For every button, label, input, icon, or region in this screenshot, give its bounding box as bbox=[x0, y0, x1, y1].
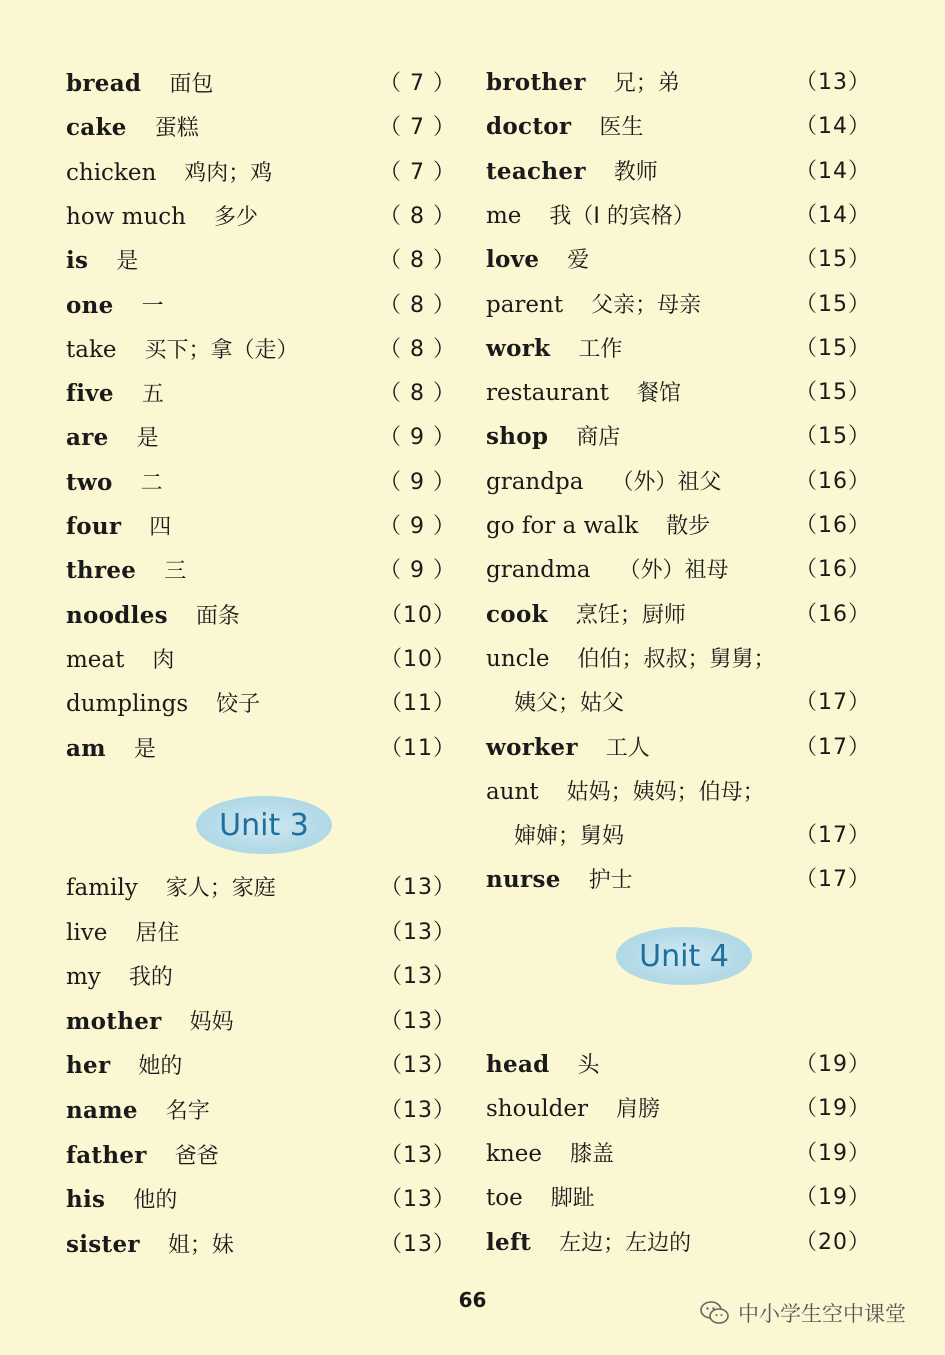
vocab-page-ref: （13） bbox=[380, 875, 456, 900]
vocab-meaning: 一 bbox=[141, 294, 164, 319]
vocab-entry bbox=[486, 772, 871, 812]
vocab-page-ref: （ 9 ） bbox=[379, 514, 456, 539]
vocab-page-ref: （ 9 ） bbox=[379, 470, 456, 495]
vocab-meaning: 工作 bbox=[578, 337, 623, 362]
vocab-page-ref: （17） bbox=[795, 735, 871, 760]
vocab-word: her bbox=[66, 1052, 111, 1079]
vocab-word: noodles bbox=[66, 602, 168, 629]
vocab-entry bbox=[486, 1045, 871, 1085]
vocab-word: toe bbox=[486, 1185, 523, 1211]
vocab-meaning: 姐；妹 bbox=[167, 1233, 234, 1258]
vocab-meaning: 姑妈；姨妈；伯母； bbox=[566, 780, 765, 805]
vocab-page-ref: （20） bbox=[795, 1230, 871, 1255]
vocab-page-ref: （15） bbox=[795, 380, 871, 405]
vocab-entry bbox=[486, 1089, 871, 1129]
vocab-word: name bbox=[66, 1097, 138, 1124]
vocab-page-ref: （ 7 ） bbox=[379, 160, 456, 185]
vocab-word: my bbox=[66, 964, 101, 990]
vocab-meaning: 买下；拿（走） bbox=[144, 338, 299, 363]
vocab-page-ref: （13） bbox=[380, 1187, 456, 1212]
vocab-page-ref: （13） bbox=[380, 1098, 456, 1123]
wechat-icon bbox=[700, 1300, 730, 1326]
vocab-word: family bbox=[66, 875, 138, 901]
vocab-meaning: 医生 bbox=[599, 115, 644, 140]
vocab-page-ref: （13） bbox=[380, 1232, 456, 1257]
watermark bbox=[700, 1296, 906, 1330]
vocab-entry bbox=[514, 683, 871, 723]
vocab-page-ref: （ 9 ） bbox=[379, 558, 456, 583]
vocab-word: head bbox=[486, 1051, 550, 1078]
vocab-meaning: 肉 bbox=[152, 648, 175, 673]
vocab-meaning: 是 bbox=[136, 426, 159, 451]
vocab-word: are bbox=[66, 424, 109, 451]
vocab-page-ref: （14） bbox=[795, 203, 871, 228]
vocab-word: is bbox=[66, 247, 89, 274]
vocab-word: mother bbox=[66, 1008, 162, 1035]
vocab-page-ref: （15） bbox=[795, 292, 871, 317]
vocab-page-ref: （10） bbox=[380, 647, 456, 672]
vocab-word: work bbox=[486, 335, 551, 362]
vocab-meaning: 膝盖 bbox=[569, 1142, 614, 1167]
vocab-word: live bbox=[66, 920, 108, 946]
vocab-entry bbox=[66, 286, 456, 326]
vocab-page-ref: （13） bbox=[380, 1009, 456, 1034]
vocab-meaning: 兄；弟 bbox=[613, 71, 680, 96]
vocab-word: dumplings bbox=[66, 691, 189, 717]
vocab-meaning: 左边；左边的 bbox=[559, 1231, 692, 1256]
vocab-entry bbox=[66, 957, 456, 997]
vocab-word: am bbox=[66, 735, 106, 762]
page-number: 66 bbox=[458, 1288, 487, 1312]
vocab-entry bbox=[66, 507, 456, 547]
vocab-meaning: 餐馆 bbox=[636, 381, 681, 406]
vocab-meaning: 烹饪；厨师 bbox=[575, 603, 686, 628]
vocab-page-ref: （16） bbox=[795, 602, 871, 627]
vocab-entry bbox=[66, 868, 456, 908]
vocab-entry bbox=[66, 1225, 456, 1265]
vocab-page-ref: （13） bbox=[795, 70, 871, 95]
vocab-meaning: 婶婶；舅妈 bbox=[514, 824, 625, 849]
vocab-word: four bbox=[66, 513, 122, 540]
vocab-word: bread bbox=[66, 70, 142, 97]
vocab-meaning: 妈妈 bbox=[189, 1010, 234, 1035]
vocab-page-ref: （17） bbox=[795, 867, 871, 892]
vocab-entry bbox=[66, 153, 456, 193]
unit-4-badge: Unit 4 bbox=[616, 927, 752, 985]
vocab-word: doctor bbox=[486, 113, 572, 140]
vocab-entry bbox=[514, 816, 871, 856]
vocab-page-ref: （19） bbox=[795, 1141, 871, 1166]
vocab-entry bbox=[66, 374, 456, 414]
vocab-meaning: 蛋糕 bbox=[154, 116, 199, 141]
vocab-entry bbox=[486, 1223, 871, 1263]
vocab-meaning: 头 bbox=[577, 1053, 600, 1078]
vocab-entry bbox=[486, 860, 871, 900]
watermark-text: 中小学生空中课堂 bbox=[738, 1302, 906, 1326]
vocab-entry bbox=[486, 63, 871, 103]
vocab-word: shoulder bbox=[486, 1096, 588, 1122]
vocab-entry bbox=[486, 240, 871, 280]
vocab-entry bbox=[66, 1046, 456, 1086]
vocab-word: how much bbox=[66, 204, 186, 230]
vocab-entry bbox=[486, 728, 871, 768]
vocab-word: aunt bbox=[486, 779, 539, 805]
vocab-word: me bbox=[486, 203, 522, 229]
vocab-word: restaurant bbox=[486, 380, 609, 406]
vocab-word: two bbox=[66, 469, 113, 496]
vocab-entry bbox=[66, 64, 456, 104]
vocab-entry bbox=[66, 1180, 456, 1220]
vocab-meaning: 她的 bbox=[138, 1054, 183, 1079]
vocab-meaning: 五 bbox=[141, 382, 164, 407]
vocab-page-ref: （ 7 ） bbox=[379, 115, 456, 140]
vocab-word: grandma bbox=[486, 557, 591, 583]
vocab-page-ref: （17） bbox=[795, 690, 871, 715]
vocab-meaning: 四 bbox=[149, 515, 172, 540]
vocab-page-ref: （14） bbox=[795, 159, 871, 184]
vocab-meaning: 护士 bbox=[588, 868, 633, 893]
vocab-meaning: 教师 bbox=[613, 160, 658, 185]
vocab-meaning: 爸爸 bbox=[174, 1144, 219, 1169]
vocab-page-ref: （ 8 ） bbox=[379, 248, 456, 273]
vocab-entry bbox=[66, 684, 456, 724]
vocab-word: parent bbox=[486, 292, 564, 318]
vocab-entry bbox=[486, 373, 871, 413]
vocab-word: three bbox=[66, 557, 137, 584]
vocab-meaning: （外）祖父 bbox=[611, 470, 722, 495]
vocab-word: go for a walk bbox=[486, 513, 639, 539]
vocab-meaning: 我的 bbox=[128, 965, 173, 990]
vocab-meaning: 我（I 的宾格） bbox=[549, 204, 695, 229]
vocab-word: five bbox=[66, 380, 114, 407]
vocab-entry bbox=[66, 1136, 456, 1176]
vocab-entry bbox=[66, 1002, 456, 1042]
vocab-word: brother bbox=[486, 69, 586, 96]
vocab-entry bbox=[486, 285, 871, 325]
vocab-word: cook bbox=[486, 601, 548, 628]
vocab-meaning: 鸡肉；鸡 bbox=[184, 161, 273, 186]
vocab-word: grandpa bbox=[486, 469, 584, 495]
vocab-meaning: 多少 bbox=[213, 205, 258, 230]
vocab-word: worker bbox=[486, 734, 578, 761]
vocab-entry bbox=[66, 913, 456, 953]
vocab-word: take bbox=[66, 337, 117, 363]
vocab-meaning: 脚趾 bbox=[550, 1186, 595, 1211]
vocab-page-ref: （16） bbox=[795, 513, 871, 538]
vocab-page-ref: （ 7 ） bbox=[379, 71, 456, 96]
vocab-page-ref: （14） bbox=[795, 114, 871, 139]
vocab-page-ref: （15） bbox=[795, 424, 871, 449]
vocab-word: cake bbox=[66, 114, 127, 141]
vocab-entry bbox=[486, 462, 871, 502]
vocab-word: chicken bbox=[66, 160, 157, 186]
vocab-word: uncle bbox=[486, 646, 550, 672]
vocab-word: shop bbox=[486, 423, 549, 450]
vocab-meaning: 居住 bbox=[135, 921, 180, 946]
vocab-entry bbox=[486, 550, 871, 590]
vocab-entry bbox=[66, 241, 456, 281]
vocab-word: one bbox=[66, 292, 114, 319]
vocab-meaning: 面包 bbox=[169, 72, 214, 97]
vocab-page-ref: （15） bbox=[795, 336, 871, 361]
unit-3-badge: Unit 3 bbox=[196, 796, 332, 854]
vocab-meaning: 三 bbox=[164, 559, 187, 584]
vocab-meaning: 是 bbox=[116, 249, 139, 274]
vocab-entry bbox=[486, 329, 871, 369]
vocab-entry bbox=[66, 108, 456, 148]
vocab-meaning: 爱 bbox=[567, 248, 590, 273]
vocab-meaning: 散步 bbox=[666, 514, 711, 539]
vocab-page-ref: （ 8 ） bbox=[379, 337, 456, 362]
vocab-entry bbox=[486, 506, 871, 546]
vocab-meaning: 他的 bbox=[133, 1188, 178, 1213]
vocab-entry bbox=[486, 107, 871, 147]
vocab-word: father bbox=[66, 1142, 147, 1169]
vocab-word: sister bbox=[66, 1231, 140, 1258]
vocab-word: his bbox=[66, 1186, 106, 1213]
vocab-page-ref: （11） bbox=[380, 691, 456, 716]
vocab-page-ref: （10） bbox=[380, 603, 456, 628]
vocab-page-ref: （16） bbox=[795, 557, 871, 582]
vocab-page-ref: （13） bbox=[380, 964, 456, 989]
vocab-meaning: 面条 bbox=[195, 604, 240, 629]
vocab-entry bbox=[66, 197, 456, 237]
vocab-meaning: 饺子 bbox=[216, 692, 261, 717]
vocab-entry bbox=[486, 417, 871, 457]
vocab-page-ref: （11） bbox=[380, 736, 456, 761]
vocab-page-ref: （ 8 ） bbox=[379, 381, 456, 406]
vocab-page-ref: （19） bbox=[795, 1096, 871, 1121]
vocab-meaning: 名字 bbox=[165, 1099, 210, 1124]
vocab-page-ref: （13） bbox=[380, 920, 456, 945]
vocab-word: love bbox=[486, 246, 540, 273]
vocab-meaning: 是 bbox=[133, 737, 156, 762]
vocab-page-ref: （15） bbox=[795, 247, 871, 272]
vocab-entry bbox=[66, 640, 456, 680]
vocab-word: meat bbox=[66, 647, 125, 673]
vocab-page-ref: （ 9 ） bbox=[379, 425, 456, 450]
vocab-page-ref: （13） bbox=[380, 1053, 456, 1078]
vocab-entry bbox=[486, 152, 871, 192]
vocab-meaning: 二 bbox=[140, 471, 163, 496]
vocab-meaning: 姨父；姑父 bbox=[514, 691, 625, 716]
vocab-entry bbox=[66, 729, 456, 769]
vocab-entry bbox=[66, 551, 456, 591]
vocab-entry bbox=[486, 639, 871, 679]
vocab-word: teacher bbox=[486, 158, 586, 185]
vocab-entry bbox=[66, 596, 456, 636]
vocab-page-ref: （19） bbox=[795, 1052, 871, 1077]
vocab-entry bbox=[66, 1091, 456, 1131]
vocab-word: knee bbox=[486, 1141, 542, 1167]
vocab-entry bbox=[486, 595, 871, 635]
vocab-meaning: 商店 bbox=[576, 425, 621, 450]
vocab-meaning: 父亲；母亲 bbox=[591, 293, 702, 318]
vocab-meaning: 工人 bbox=[605, 736, 650, 761]
vocab-meaning: 家人；家庭 bbox=[165, 876, 276, 901]
vocab-entry bbox=[66, 330, 456, 370]
vocab-page-ref: （19） bbox=[795, 1185, 871, 1210]
vocab-meaning: 伯伯；叔叔；舅舅； bbox=[577, 647, 776, 672]
vocab-meaning: 肩膀 bbox=[615, 1097, 660, 1122]
vocab-page-ref: （17） bbox=[795, 823, 871, 848]
vocab-entry bbox=[486, 1134, 871, 1174]
vocab-entry bbox=[486, 1178, 871, 1218]
vocab-entry bbox=[66, 418, 456, 458]
vocab-meaning: （外）祖母 bbox=[618, 558, 729, 583]
vocab-page-ref: （ 8 ） bbox=[379, 204, 456, 229]
vocab-page-ref: （13） bbox=[380, 1143, 456, 1168]
vocab-entry bbox=[486, 196, 871, 236]
vocab-word: left bbox=[486, 1229, 532, 1256]
vocab-entry bbox=[66, 463, 456, 503]
vocab-page-ref: （16） bbox=[795, 469, 871, 494]
vocab-word: nurse bbox=[486, 866, 561, 893]
vocab-page-ref: （ 8 ） bbox=[379, 293, 456, 318]
